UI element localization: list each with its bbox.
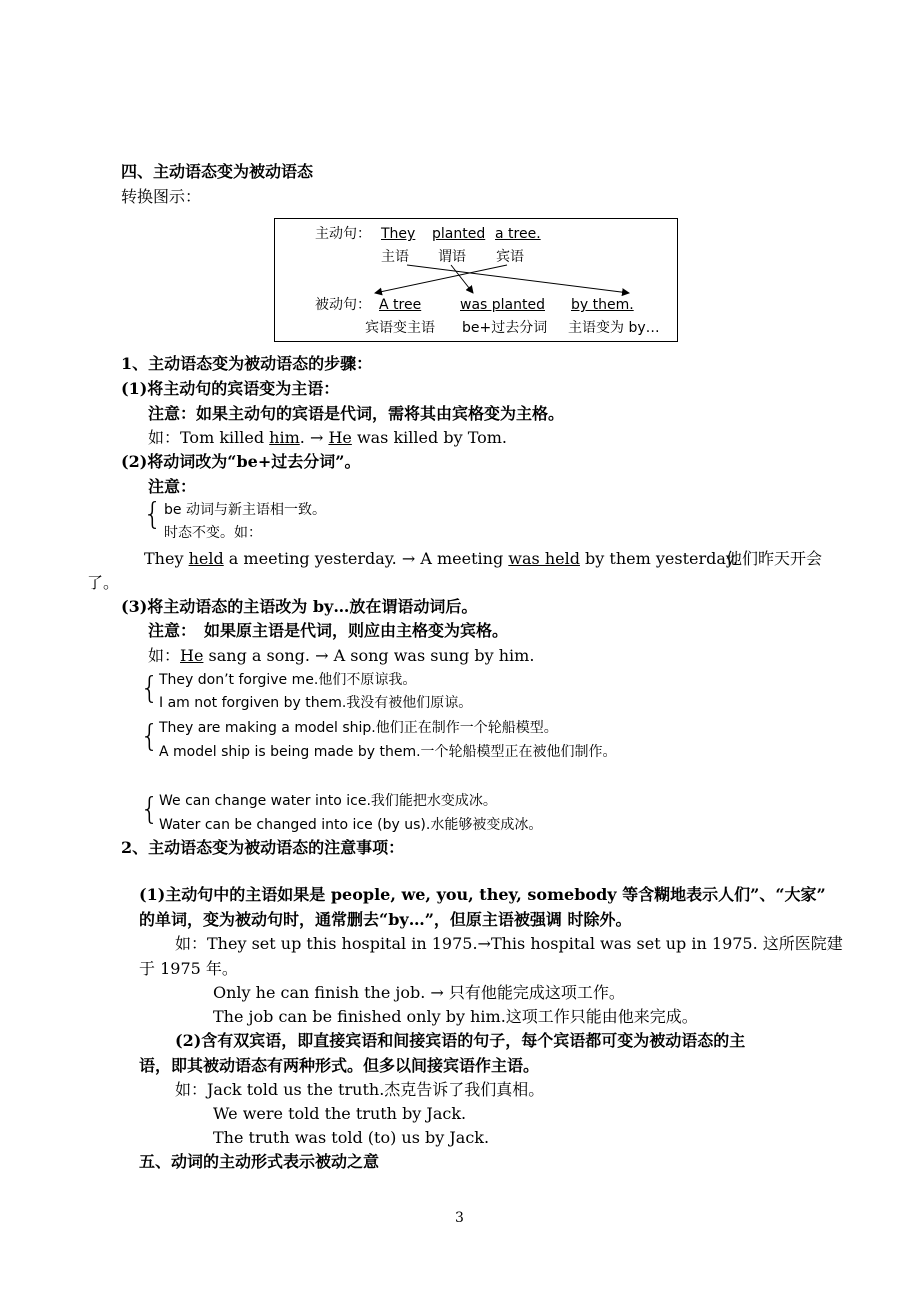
passive-role-verb: be+过去分词 xyxy=(462,320,548,336)
active-label: 主动句： xyxy=(315,226,371,242)
pair3-active: We can change water into ice.我们能把水变成冰。 xyxy=(159,793,497,809)
step1-example: 如：Tom killed him. → He was killed by Tom. xyxy=(148,428,508,447)
steps-heading: 1、主动语态变为被动语态的步骤： xyxy=(121,354,373,373)
diagram-caption: 转换图示： xyxy=(121,187,202,206)
note2-example1: 如：Jack told us the truth.杰克告诉了我们真相。 xyxy=(175,1080,545,1099)
passive-role-subject: 宾语变主语 xyxy=(365,320,435,336)
passive-role-agent: 主语变为 by… xyxy=(568,320,660,336)
step2-rule-2: 时态不变。如： xyxy=(164,525,262,541)
pair2-active: They are making a model ship.他们正在制作一个轮船模型。 xyxy=(159,720,558,736)
step2-title: (2)将动词改为“be+过去分词”。 xyxy=(121,452,361,471)
step3-example: 如：He sang a song. → A song was sung by him. xyxy=(148,646,535,665)
note1-example1: 如：They set up this hospital in 1975.→This hospital was set up in 1975. 这所医院建 xyxy=(175,934,843,953)
passive-label: 被动句： xyxy=(315,297,371,313)
step2-rule-1: be 动词与新主语相一致。 xyxy=(164,502,326,518)
passive-verb: was planted xyxy=(460,297,545,313)
step2-example: They held a meeting yesterday. → A meeting was held by them yesterday. xyxy=(144,549,738,568)
note1-example2: Only he can finish the job. → 只有他能完成这项工作。 xyxy=(213,983,625,1002)
brace-icon: { xyxy=(140,671,160,706)
pair3-passive: Water can be changed into ice (by us).水能够被变成冰。 xyxy=(159,817,543,833)
section5-heading: 五、动词的主动形式表示被动之意 xyxy=(139,1152,380,1171)
step2-note-label: 注意： xyxy=(148,477,197,496)
step2-example-translation-end: 了。 xyxy=(87,573,120,592)
page-number: 3 xyxy=(455,1210,464,1226)
pair2-passive: A model ship is being made by them.一个轮船模型正在被他们制作。 xyxy=(159,744,617,760)
passive-agent: by them. xyxy=(571,297,634,313)
note2-example3: The truth was told (to) us by Jack. xyxy=(213,1128,490,1147)
brace-icon: { xyxy=(140,792,160,827)
brace-icon: { xyxy=(143,497,163,532)
pair1-passive: I am not forgiven by them.我没有被他们原谅。 xyxy=(159,695,473,711)
role-verb: 谓语 xyxy=(438,249,466,265)
brace-icon: { xyxy=(140,719,160,754)
note2-example2: We were told the truth by Jack. xyxy=(213,1104,467,1123)
active-object: a tree. xyxy=(495,226,541,242)
arrow-verb-to-passive xyxy=(451,265,473,293)
step3-note: 注意： 如果原主语是代词，则应由主格变为宾格。 xyxy=(148,621,509,640)
step1-note: 注意：如果主动句的宾语是代词，需将其由宾格变为主格。 xyxy=(148,404,565,423)
note2-line2: 语，即其被动语态有两种形式。但多以间接宾语作主语。 xyxy=(139,1056,540,1075)
pair1-active: They don’t forgive me.他们不原谅我。 xyxy=(159,672,417,688)
conversion-diagram xyxy=(274,218,678,342)
role-object: 宾语 xyxy=(496,249,524,265)
step1-title: (1)将主动句的宾语变为主语： xyxy=(121,379,340,398)
note1-example1-end: 于 1975 年。 xyxy=(139,959,238,978)
section-heading: 四、主动语态变为被动语态 xyxy=(121,162,314,181)
passive-subject: A tree xyxy=(379,297,422,313)
step3-title: (3)将主动语态的主语改为 by…放在谓语动词后。 xyxy=(121,597,478,616)
notes-heading: 2、主动语态变为被动语态的注意事项： xyxy=(121,838,405,857)
active-verb: planted xyxy=(432,226,486,242)
active-subject: They xyxy=(381,226,416,242)
note2-line1: (2)含有双宾语，即直接宾语和间接宾语的句子，每个宾语都可变为被动语态的主 xyxy=(175,1031,746,1050)
step2-example-translation: 他们昨天开会 xyxy=(726,549,823,568)
note1-line2: 的单词，变为被动句时，通常删去“by…”，但原主语被强调 时除外。 xyxy=(139,910,632,929)
note1-line1: (1)主动句中的主语如果是 people, we, you, they, somebody 等含糊地表示人们”、“大家” xyxy=(139,885,826,904)
note1-example2-passive: The job can be finished only by him.这项工作只能由他来完成。 xyxy=(213,1007,698,1026)
role-subject: 主语 xyxy=(381,249,409,265)
